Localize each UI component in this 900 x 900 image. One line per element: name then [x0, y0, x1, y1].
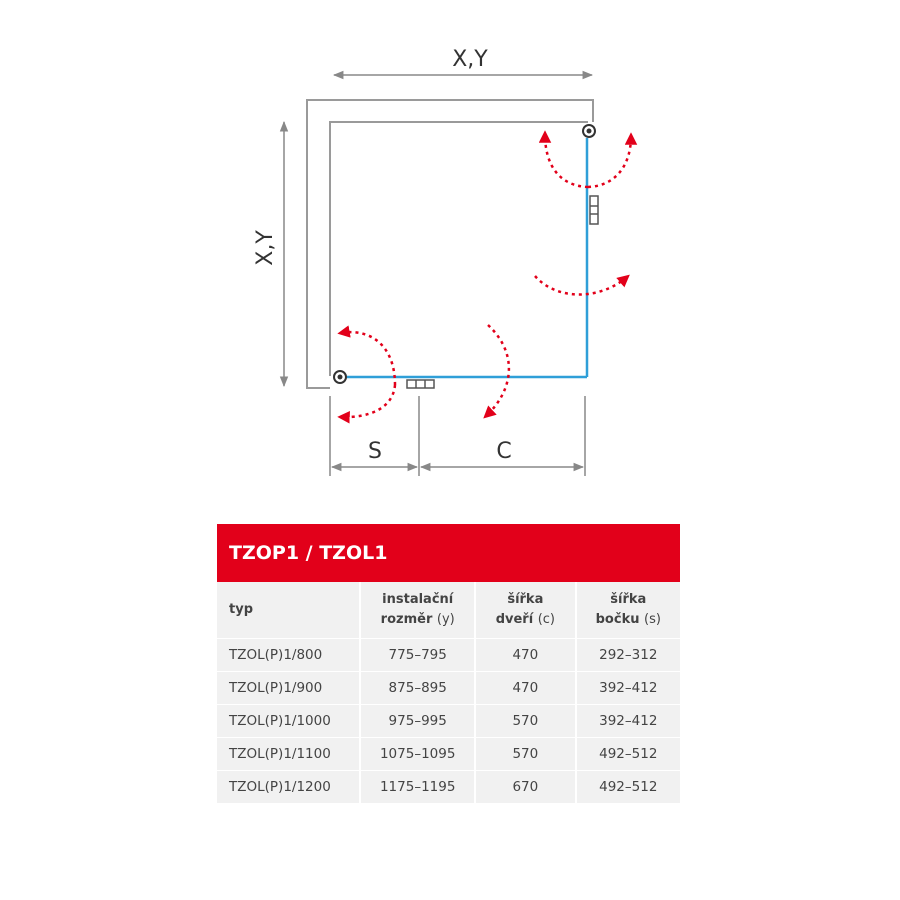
- handle-icon: [407, 380, 434, 388]
- table-row: [217, 738, 680, 771]
- swing-arrow-icon: [545, 134, 588, 187]
- dimension-left-label: X,Y: [253, 230, 278, 266]
- wall-outline: [307, 100, 593, 388]
- cell-type: TZOL(P)1/1100: [217, 738, 361, 771]
- cell-side: 392–412: [577, 705, 680, 738]
- table-row: [217, 639, 680, 672]
- swing-arrow-icon: [535, 276, 627, 295]
- dimension-side-label: S: [368, 439, 382, 464]
- glass-panels: [345, 138, 587, 377]
- cell-side: 492–512: [577, 738, 680, 771]
- cell-install: 1075–1095: [361, 738, 476, 771]
- swing-arrow-icon: [486, 325, 509, 416]
- cell-install: 1175–1195: [361, 771, 476, 804]
- cell-type: TZOL(P)1/1000: [217, 705, 361, 738]
- handle-icon: [590, 196, 598, 224]
- cell-side: 392–412: [577, 672, 680, 705]
- cell-door: 670: [476, 771, 576, 804]
- cell-type: TZOL(P)1/900: [217, 672, 361, 705]
- header-install: instalační rozměr (y): [361, 582, 476, 639]
- cell-side: 292–312: [577, 639, 680, 672]
- swing-arrow-icon: [341, 385, 395, 417]
- hinge-icon: [334, 371, 346, 383]
- dimension-door-label: C: [496, 439, 512, 464]
- header-door: šířka dveří (c): [476, 582, 576, 639]
- hinge-icon: [583, 125, 595, 137]
- cell-door: 470: [476, 639, 576, 672]
- cell-door: 570: [476, 738, 576, 771]
- dimension-top-label: X,Y: [452, 47, 488, 72]
- table-header-row: [217, 582, 680, 639]
- header-side: šířka bočku (s): [577, 582, 680, 639]
- cell-install: 875–895: [361, 672, 476, 705]
- cell-install: 975–995: [361, 705, 476, 738]
- swing-arrow-icon: [588, 136, 631, 187]
- table-row: [217, 771, 680, 804]
- cell-side: 492–512: [577, 771, 680, 804]
- header-type: typ: [217, 582, 361, 639]
- cell-door: 470: [476, 672, 576, 705]
- cell-door: 570: [476, 705, 576, 738]
- table-header-bar: [217, 524, 680, 582]
- table-row: [217, 672, 680, 705]
- table-row: [217, 705, 680, 738]
- cell-type: TZOL(P)1/800: [217, 639, 361, 672]
- cell-type: TZOL(P)1/1200: [217, 771, 361, 804]
- dimension-table: [217, 582, 680, 804]
- cell-install: 775–795: [361, 639, 476, 672]
- dimension-bottom: [330, 396, 585, 476]
- table-title: TZOP1 / TZOL1: [229, 542, 388, 564]
- specification-table: [217, 524, 680, 804]
